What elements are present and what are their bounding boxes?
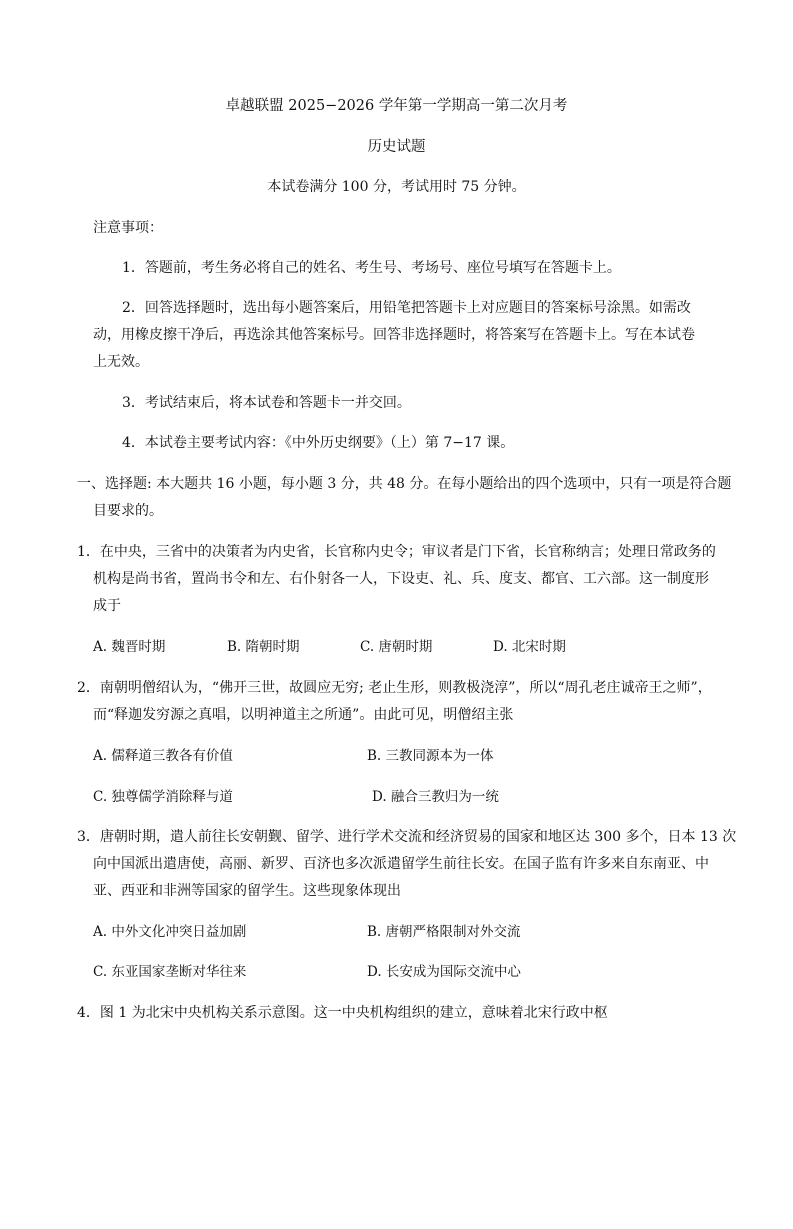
question-1-line-3: 成于: [93, 598, 121, 614]
question-3-option-d: D. 长安成为国际交流中心: [367, 964, 521, 980]
notes-heading: 注意事项：: [93, 220, 163, 236]
question-2-line-2: 而“释迦发穷源之真唱，以明神道主之所通”。由此可见，明僧绍主张: [93, 707, 514, 723]
question-2-option-d: D. 融合三教归为一统: [372, 789, 499, 805]
question-2-option-b: B. 三教同源本为一体: [367, 748, 494, 764]
question-3-line-3: 亚、西亚和非洲等国家的留学生。这些现象体现出: [93, 883, 401, 899]
question-3-line-1: 3．唐朝时期，遣人前往长安朝觐、留学、进行学术交流和经济贸易的国家和地区达 300 多个，日本 13 次: [77, 829, 737, 845]
note-3: 3．考试结束后，将本试卷和答题卡一并交回。: [122, 395, 411, 411]
question-3-line-2: 向中国派出遣唐使，高丽、新罗、百济也多次派遣留学生前往长安。在国子监有许多来自东南亚、中: [93, 856, 709, 872]
question-3-option-c: C. 东亚国家垄断对华往来: [93, 964, 247, 980]
question-1-option-a: A. 魏晋时期: [93, 639, 166, 655]
question-1-line-2: 机构是尚书省，置尚书令和左、右仆射各一人，下设吏、礼、兵、度支、都官、工六部。这一制度形: [93, 571, 709, 587]
note-2-line-2: 动，用橡皮擦干净后，再选涂其他答案标号。回答非选择题时，将答案写在答题卡上。写在本试卷: [93, 327, 695, 343]
question-2-option-c: C. 独尊儒学消除释与道: [93, 789, 233, 805]
section-1-line-1: 一、选择题: 本大题共 16 小题，每小题 3 分，共 48 分。在每小题给出的四个选项中，只有一项是符合题: [77, 476, 732, 492]
question-1-option-b: B. 隋朝时期: [227, 639, 300, 655]
note-1: 1．答题前，考生务必将自己的姓名、考生号、考场号、座位号填写在答题卡上。: [122, 260, 621, 276]
question-1-option-c: C. 唐朝时期: [360, 639, 433, 655]
question-1-option-d: D. 北宋时期: [493, 639, 566, 655]
note-2-line-1: 2．回答选择题时，选出每小题答案后，用铅笔把答题卡上对应题目的答案标号涂黑。如需改: [122, 300, 691, 316]
exam-subject: 历史试题: [367, 139, 426, 155]
question-2-line-1: 2．南朝明僧绍认为，“佛开三世，故圆应无穷; 老止生形，则教极浇淳”，所以“周孔老庄诚帝王之师”，: [77, 680, 712, 696]
exam-info: 本试卷满分 100 分，考试用时 75 分钟。: [267, 179, 526, 195]
question-4-line-1: 4．图 1 为北宋中央机构关系示意图。这一中央机构组织的建立，意味着北宋行政中枢: [77, 1005, 608, 1021]
question-1-line-1: 1．在中央，三省中的决策者为内史省，长官称内史令；审议者是门下省，长官称纳言；处理日常政务的: [77, 544, 716, 560]
exam-title: 卓越联盟 2025−2026 学年第一学期高一第二次月考: [225, 98, 568, 114]
question-3-option-b: B. 唐朝严格限制对外交流: [367, 924, 521, 940]
question-3-option-a: A. 中外文化冲突日益加剧: [93, 924, 247, 940]
note-2-line-3: 上无效。: [93, 354, 149, 370]
section-1-line-2: 目要求的。: [93, 503, 163, 519]
question-2-option-a: A. 儒释道三教各有价值: [93, 748, 233, 764]
note-4: 4．本试卷主要考试内容：《中外历史纲要》（上）第 7−17 课。: [122, 435, 515, 451]
